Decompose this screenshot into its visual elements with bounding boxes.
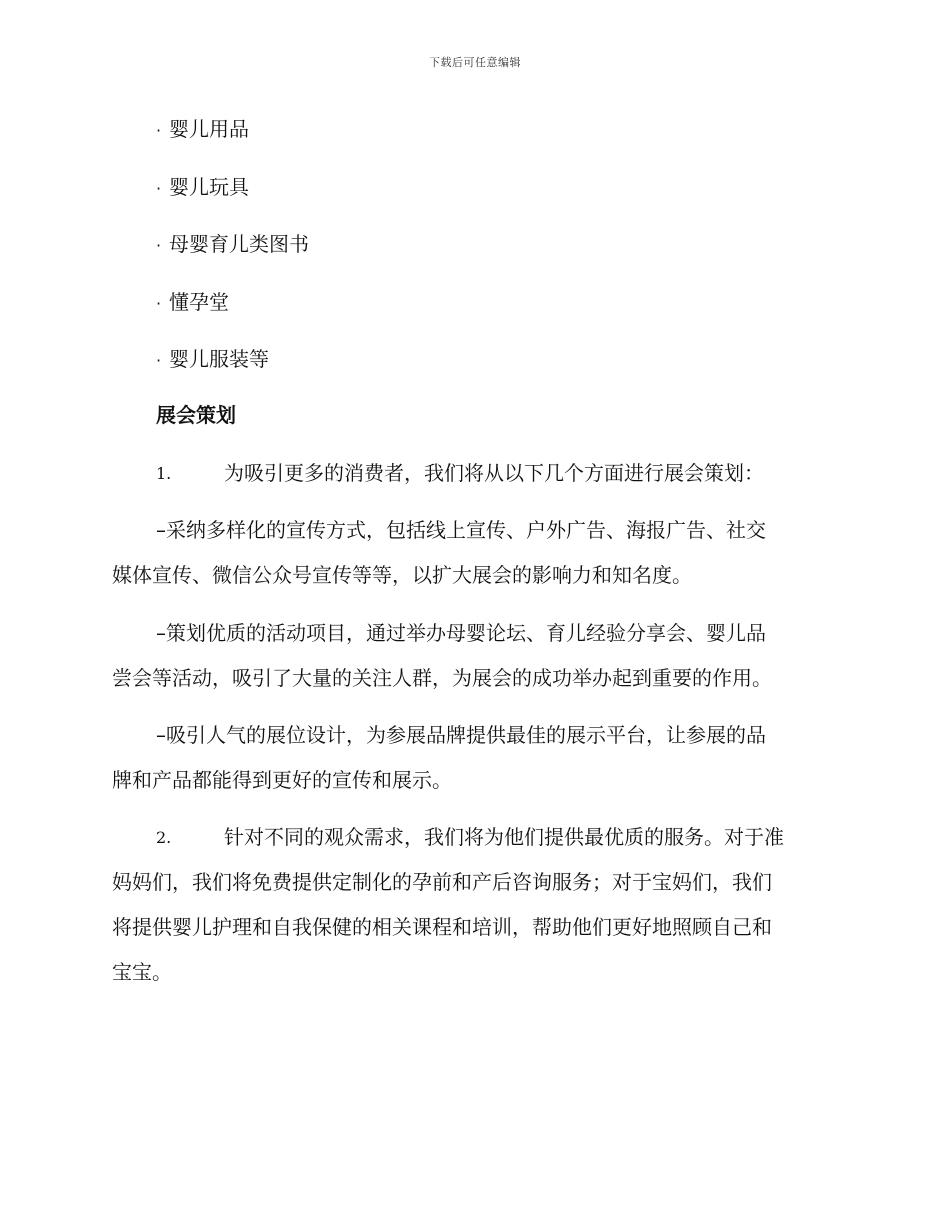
sub-point-booth-design	[112, 713, 837, 803]
list-item	[156, 287, 309, 345]
list-item	[156, 114, 309, 172]
point-text: 针对不同的观众需求，我们将为他们提供最优质的服务。对于准	[224, 825, 784, 849]
bullet-dot: ·	[156, 178, 162, 198]
page-header-note: 下载后可任意编辑	[429, 56, 521, 69]
paragraph-line: –吸引人气的展位设计，为参展品牌提供最佳的展示平台，让参展的品	[156, 723, 766, 747]
bullet-dot: ·	[156, 351, 162, 370]
point-number: 2.	[156, 828, 172, 847]
paragraph-line	[112, 815, 837, 860]
list-item	[156, 344, 309, 402]
paragraph-line: –策划优质的活动项目，通过举办母婴论坛、育儿经验分享会、婴儿品	[156, 621, 766, 645]
list-item	[156, 172, 309, 230]
list-item-text: 婴儿玩具	[169, 174, 249, 199]
paragraph-line: 尝会等活动，吸引了大量的关注人群，为展会的成功举办起到重要的作用。	[112, 666, 772, 690]
paragraph-line: 牌和产品都能得到更好的宣传和展示。	[112, 768, 452, 792]
sub-point-promotion	[112, 508, 837, 598]
product-bullet-list	[156, 114, 309, 402]
paragraph-line: 将提供婴儿护理和自我保健的相关课程和培训，帮助他们更好地照顾自己和	[112, 915, 772, 939]
point-number: 1.	[156, 464, 172, 483]
numbered-point-2	[112, 815, 837, 995]
bullet-dot: ·	[156, 236, 162, 255]
numbered-point-1	[156, 451, 836, 496]
paragraph-line: –采纳多样化的宣传方式，包括线上宣传、户外广告、海报广告、社交	[156, 518, 766, 542]
paragraph-line: 宝宝。	[112, 960, 172, 984]
bullet-dot: ·	[156, 293, 162, 313]
paragraph-line: 媒体宣传、微信公众号宣传等等，以扩大展会的影响力和知名度。	[112, 563, 692, 587]
list-item-text: 婴儿用品	[169, 117, 249, 141]
point-text: 为吸引更多的消费者，我们将从以下几个方面进行展会策划：	[224, 461, 764, 485]
bullet-dot: ·	[156, 121, 162, 140]
list-item-text: 母婴育儿类图书	[169, 232, 309, 256]
sub-point-activities	[112, 611, 837, 701]
list-item-text: 懂孕堂	[169, 289, 229, 314]
section-heading: 展会策划	[156, 403, 236, 427]
list-item	[156, 229, 309, 287]
paragraph-line: 妈妈们，我们将免费提供定制化的孕前和产后咨询服务；对于宝妈们，我们	[112, 870, 772, 894]
list-item-text: 婴儿服装等	[169, 347, 269, 371]
